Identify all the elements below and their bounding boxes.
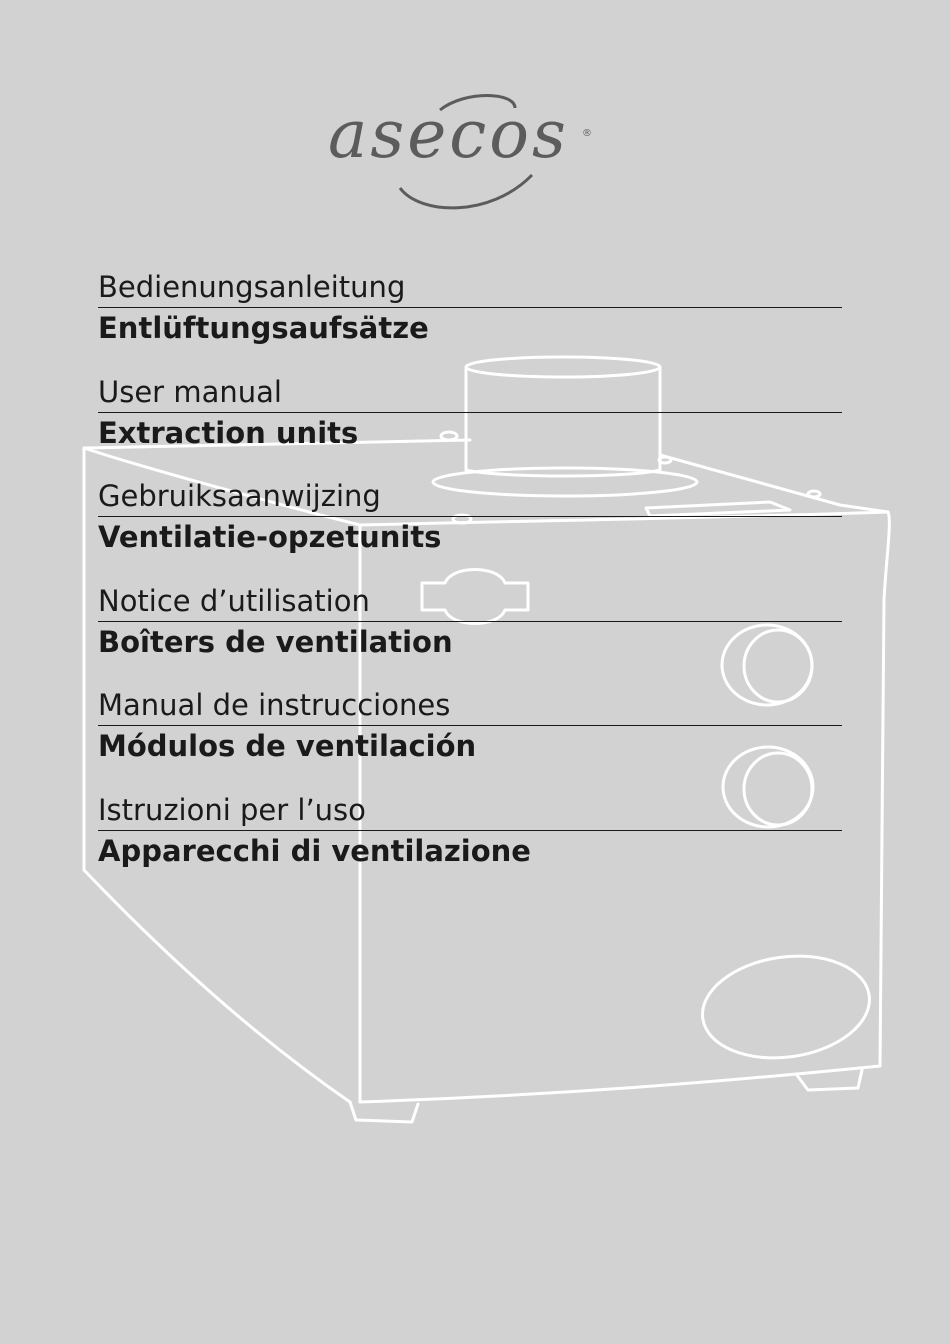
divider [98, 621, 842, 622]
title-fr: Boîters de ventilation [98, 624, 453, 659]
divider [98, 516, 842, 517]
subtitle-it: Istruzioni per l’uso [98, 792, 366, 827]
title-entry-en [98, 375, 842, 480]
asecos-logo [300, 80, 620, 220]
title-entry-it [98, 793, 842, 898]
divider [98, 830, 842, 831]
divider [98, 307, 842, 308]
title-entry-es [98, 688, 842, 793]
logo-wordmark: asecos [328, 96, 569, 173]
divider [98, 412, 842, 413]
title-entry-de [98, 270, 842, 375]
foot-left [350, 1102, 418, 1122]
title-nl: Ventilatie-opzetunits [98, 520, 442, 554]
subtitle-fr: Notice d’utilisation [98, 583, 370, 618]
title-entry-fr [98, 584, 842, 689]
title-entry-nl [98, 479, 842, 584]
vent-oval [696, 946, 876, 1068]
subtitle-en: User manual [98, 374, 282, 409]
title-de: Entlüftungsaufsätze [98, 311, 429, 345]
registered-mark: ® [582, 128, 592, 139]
title-it: Apparecchi di ventilazione [98, 833, 531, 868]
divider [98, 725, 842, 726]
subtitle-nl: Gebruiksaanwijzing [98, 479, 381, 513]
title-es: Módulos de ventilación [98, 729, 477, 763]
subtitle-de: Bedienungsanleitung [98, 270, 406, 304]
subtitle-es: Manual de instrucciones [98, 688, 451, 722]
language-titles [98, 270, 842, 897]
title-en: Extraction units [98, 415, 359, 450]
